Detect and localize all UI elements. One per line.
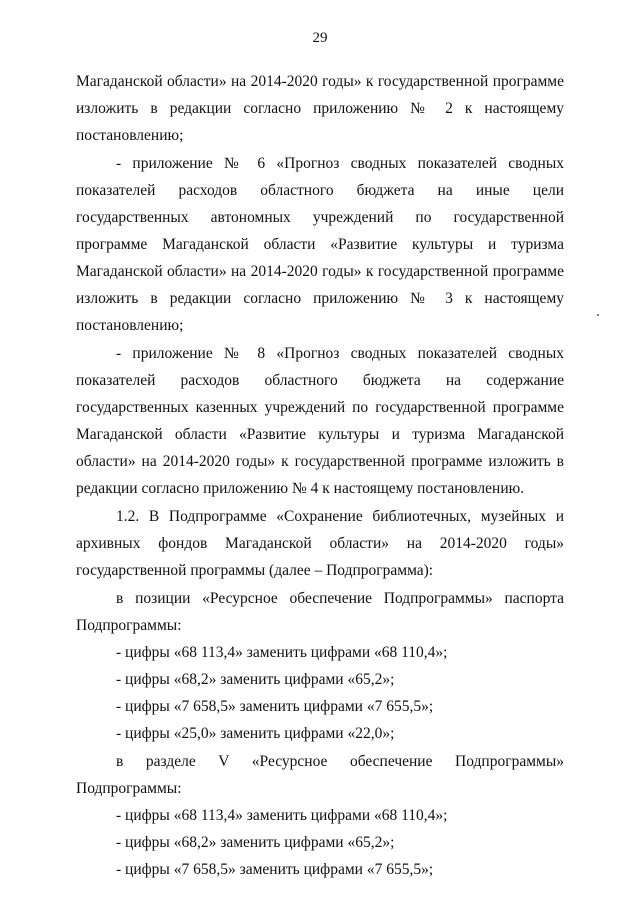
scan-speck [597,314,599,316]
paragraph-appendix-6: - приложение № 6 «Прогноз сводных показателей сводных показателей расходов областного бюджета на иные цели государственных автономных учреждений по государственной программе Магаданской области «Развитие культуры и туризма Магаданской области» на 2014-2020 годы» к государственной программе изложить в редакции согласно приложению № 3 к настоящему постановлению; [76,155,564,334]
list-item: - цифры «68 113,4» заменить цифрами «68 110,4»; [116,644,448,661]
paragraph-passport-position: в позиции «Ресурсное обеспечение Подпрограммы» паспорта Подпрограммы: [76,590,564,634]
paragraph-appendix-8: - приложение № 8 «Прогноз сводных показателей сводных показателей расходов областного бюджета на содержание государственных казенных учреждений по государственной программе Магаданской области «Развитие культуры и туризма Магаданской области» на 2014-2020 годы» к государственной программе изложить в редакции согласно приложению № 4 к настоящему постановлению. [76,345,564,497]
list-item: - цифры «25,0» заменить цифрами «22,0»; [116,725,395,742]
replacement-list-passport [76,639,564,747]
list-item: - цифры «7 658,5» заменить цифрами «7 655,5»; [116,861,434,878]
page-number: 29 [312,30,328,46]
document-body [76,68,564,883]
paragraph-subprogram: 1.2. В Подпрограмме «Сохранение библиотечных, музейных и архивных фондов Магаданской области» на 2014-2020 годы» государственной программы (далее – Подпрограмма): [76,508,564,579]
list-item: - цифры «7 658,5» заменить цифрами «7 655,5»; [116,698,434,715]
list-item: - цифры «68,2» заменить цифрами «65,2»; [116,671,395,688]
paragraph-section-v: в разделе V «Ресурсное обеспечение Подпрограммы» Подпрограммы: [76,753,564,797]
paragraph-1: Магаданской области» на 2014-2020 годы» к государственной программе изложить в редакции согласно приложению № 2 к настоящему постановлению; [76,73,564,144]
replacement-list-section-v [76,802,564,883]
list-item: - цифры «68 113,4» заменить цифрами «68 110,4»; [116,807,448,824]
list-item: - цифры «68,2» заменить цифрами «65,2»; [116,834,395,851]
